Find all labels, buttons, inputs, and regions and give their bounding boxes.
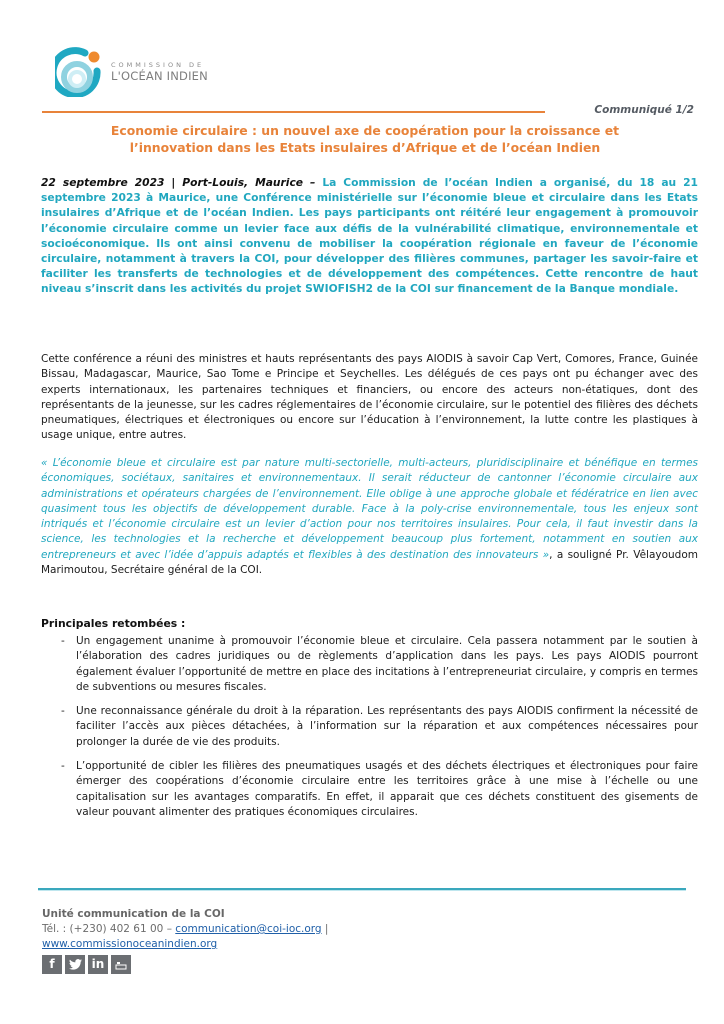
quote-attribution: , a souligné Pr. Vêlayoudom Marimoutou, Secrétaire général de la COI. bbox=[41, 548, 698, 577]
email-link[interactable]: communication@coi-ioc.org bbox=[175, 923, 322, 935]
website-link[interactable]: www.commissionoceanindien.org bbox=[42, 938, 218, 950]
footer-phone: Tél. : (+230) 402 61 00 – bbox=[42, 923, 176, 935]
title-line2: l’innovation dans les Etats insulaires d’Afrique et de l’océan Indien bbox=[129, 140, 601, 155]
social-icons bbox=[42, 955, 328, 974]
section-heading: Principales retombées : bbox=[41, 617, 186, 630]
dash-bullet: - bbox=[61, 705, 65, 718]
linkedin-icon[interactable]: in bbox=[88, 955, 108, 974]
body-paragraph: Cette conférence a réuni des ministres et hauts représentants des pays AIODIS à savoir Cap Vert, Comores, France, Guinée Bissau, Madagascar, Maurice, Sao Tome e Principe et Seychelles. Les délégués de ces pays ont pu échanger avec des experts internationaux, les partenaires techniques et financiers, ou encore des acteurs non-étatiques, dont des représentants de la jeunesse, sur les cadres réglementaires de l’économie circulaire, sur le potentiel des filières des déchets pneumatiques, électriques et électroniques ou encore sur l’éducation à l’environnement, la lutte contre les plastiques à usage unique, entre autres. bbox=[41, 353, 698, 442]
outcomes-list bbox=[41, 634, 698, 829]
footer bbox=[42, 907, 328, 974]
list-item bbox=[41, 704, 698, 750]
communique-label: Communiqué 1/2 bbox=[594, 104, 694, 116]
footer-unit: Unité communication de la COI bbox=[42, 908, 225, 920]
flickr-icon[interactable] bbox=[111, 955, 131, 974]
footer-rule bbox=[38, 888, 686, 890]
twitter-icon[interactable] bbox=[65, 955, 85, 974]
dash-bullet: - bbox=[61, 635, 65, 647]
list-item bbox=[41, 634, 698, 695]
logo-line1: COMMISSION DE bbox=[111, 60, 205, 69]
footer-contact bbox=[42, 922, 328, 937]
list-item-text: Une reconnaissance générale du droit à la réparation. Les représentants des pays AIODIS confirment la nécessité de faciliter l’accès aux pièces détachées, à l’information sur la réparation et aux compétences nécessaires pour prolonger la durée de vie des produits. bbox=[76, 705, 698, 748]
list-item bbox=[41, 759, 698, 820]
coi-logo-mark-icon bbox=[55, 45, 103, 97]
lead-paragraph bbox=[41, 175, 698, 297]
coi-logo bbox=[55, 45, 208, 97]
lead-text: La Commission de l’océan Indien a organisé, du 18 au 21 septembre 2023 à Maurice, une Conférence ministérielle sur l’économie bleue et circulaire dans les Etats insulaires d’Afrique et de l’océan Indien. Les pays participants ont réitéré leur engagement à promouvoir l’économie circulaire comme un levier face aux défis de la vulnérabilité climatique, environnementale et socioéconomique. Ils ont ainsi convenu de mobiliser la coopération régionale en faveur de l’économie circulaire, notamment à travers la COI, pour développer des filières communes, partager les savoir-faire et faciliter les transferts de technologies et de développement des compétences. Cette rencontre de haut niveau s’inscrit dans les activités du projet SWIOFISH2 de la COI sur financement de la Banque mondiale. bbox=[41, 176, 698, 296]
dash-bullet: - bbox=[61, 760, 65, 773]
page-title bbox=[40, 122, 690, 156]
list-item-text: Un engagement unanime à promouvoir l’économie bleue et circulaire. Cela passera notamment par le soutien à l’élaboration des cadres juridiques ou de règlements d’application dans les pays. Les pays AIODIS pourront également évaluer l’opportunité de mettre en place des incitations à l’entrepreneuriat circulaire, y compris en termes de subventions ou mesures fiscales. bbox=[76, 635, 698, 693]
list-item-text: L’opportunité de cibler les filières des pneumatiques usagés et des déchets électriques et électroniques pour faire émerger des coopérations d’économie circulaire entre les territoires grâce à une mise à l’échelle ou une capitalisation sur les avantages comparatifs. En effet, il apparait que ces déchets constituent des gisements de valeur pouvant alimenter des pratiques économiques circulaires. bbox=[76, 760, 698, 818]
quote-text: « L’économie bleue et circulaire est par nature multi-sectorielle, multi-acteurs, pluridisciplinaire et bénéfique en termes économiques, sociétaux, sanitaires et environnementaux. Il serait réducteur de cantonner l’économie circulaire aux administrations et opérateurs chargées de l’environnement. Elle oblige à une approche globale et fédératrice en lien avec quasiment tous les objectifs de développement durable. Face à la poly-crise environnementale, tous les enjeux sont intriqués et l’économie circulaire est un levier d’action pour nos territoires insulaires. Pour cela, il faut investir dans la science, les technologies et la recherche et développement beaucoup plus fortement, notamment en soutien aux entrepreneurs et avec l’idée d’appuis adaptés et flexibles à des destination des innovateurs » bbox=[41, 457, 698, 561]
header-rule bbox=[42, 111, 545, 113]
facebook-icon[interactable]: f bbox=[42, 955, 62, 974]
logo-line2: L'OCÉAN INDIEN bbox=[111, 68, 208, 83]
dateline: 22 septembre 2023 | Port-Louis, Maurice – bbox=[41, 176, 316, 189]
title-line1: Economie circulaire : un nouvel axe de coopération pour la croissance et bbox=[110, 123, 620, 138]
quote-paragraph bbox=[41, 456, 698, 578]
footer-separator: | bbox=[321, 923, 329, 935]
coi-logo-text bbox=[111, 60, 208, 83]
